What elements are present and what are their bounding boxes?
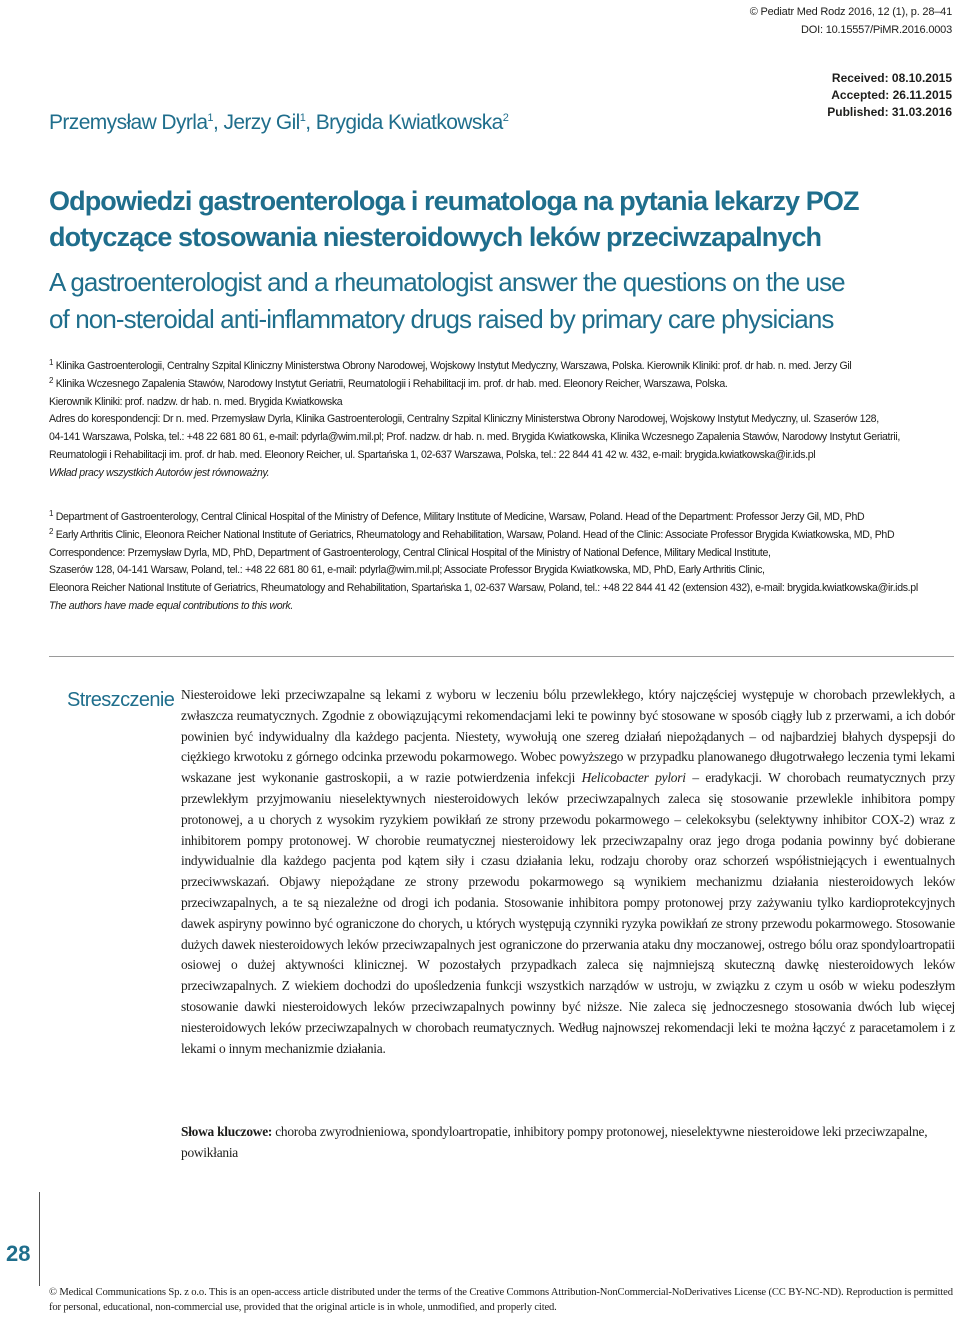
title-polish-line: Odpowiedzi gastroenterologa i reumatologa na pytania lekarzy POZ [49,186,859,216]
author-name: Jerzy Gil [223,111,300,134]
published-date: Published: 31.03.2016 [827,105,952,119]
keywords-label: Słowa kluczowe: [181,1124,273,1139]
author-list: Przemysław Dyrla$^1$, Jerzy Gil$^1$, Brygida Kwiatkowska$^2$ [49,111,509,134]
keywords [181,1122,955,1164]
correspondence-line: 04-141 Warszawa, Polska, tel.: +48 22 681 80 61, e-mail: pdyrla@wim.mil.pl; Prof. nadzw. dr hab. n. med. Brygida Kwiatkowska, Klinika Wczesnego Zapalenia Stawów, Narodowy Instytut Geriatrii, [49,431,900,444]
affiliations-english [49,509,954,616]
page-number: 28 [6,1241,31,1266]
title-polish-line: dotyczące stosowania niesteroidowych leków przeciwzapalnych [49,222,822,252]
title-english [49,264,939,338]
license-footer: © Medical Communications Sp. z o.o. This is an open-access article distributed under the terms of the Creative Commons Attribution-NonCommercial-NoDerivatives License (CC BY-NC-ND). Reproduction is permitted for personal, educational, non-commercial use, provided that the original article is in whole, unmodified, and properly cited. [49,1287,953,1313]
page-number-rule [39,1192,40,1286]
contribution-note: The authors have made equal contributions to this work. [49,599,293,612]
correspondence-line: Szaserów 128, 04-141 Warsaw, Poland, tel.: +48 22 681 80 61, e-mail: pdyrla@wim.mil.pl; Associate Professor Brygida Kwiatkowska, MD, PhD, Early Arthritis Clinic, [49,564,765,577]
doi: DOI: 10.15557/PiMR.2016.0003 [801,24,952,36]
accepted-date: Accepted: 26.11.2015 [831,88,952,102]
abstract-text: Niesteroidowe leki przeciwzapalne są lekami z wyboru w leczeniu bólu przewlekłego, który najczęściej występuje w chorobach przewlekłych, a zwłaszcza reumatycznych. Zgodnie z obowiązującymi rekomendacjami leki te powinny być stosowane w sposób ciągły lub z przerwami, a ich dobór powinien być indywidualny dla każdego pacjenta. Niestety, wywołują one szereg działań niepożądanych – od najbardziej błahych dyspepsji do ciężkiego krwotoku z górnego odcinka przewodu pokarmowego. Wobec powyższego w przypadku planowanego długotrwałego leczenia tymi lekami wskazane jest wykonanie gastroskopii, a w razie potwierdzenia infekcji [181,687,955,786]
correspondence-line: Reumatologii i Rehabilitacji im. prof. dr hab. med. Eleonory Reicher, ul. Spartańska 1, 02-637 Warszawa, Polska, tel.: 22 844 41 42 w. 432, e-mail: brygida.kwiatkowska@ir.ids.pl [49,448,816,461]
affiliation-mark: 2 [49,526,54,536]
species-name: Helicobacter pylori [581,770,686,786]
article-dates [827,70,952,121]
title-polish [49,183,939,255]
affiliation-mark: 2 [49,375,54,385]
author-name: Przemysław Dyrla [49,111,208,134]
author-affiliation-mark: 1 [207,112,213,124]
correspondence-line: Eleonora Reicher National Institute of Geriatrics, Rheumatology and Rehabilitation, Spartańska 1, 02-637 Warsaw, Poland, tel.: +48 22 844 41 42 (extension 432), e-mail: brygida.kwiatkowska@ir.ids.pl [49,582,918,595]
title-english-line: of non-steroidal anti-inflammatory drugs raised by primary care physicians [49,304,834,334]
abstract-body [181,685,955,1059]
affiliation-line [49,527,954,545]
author-affiliation-mark: 1 [299,112,306,124]
abstract-text: – eradykacji. W chorobach reumatycznych przy przewlekłym przyjmowaniu nieselektywnych niesteroidowych leków przeciwzapalnych zaleca się stosowanie przewlekle inhibitora pompy protonowej, a u chorych z wysokim ryzykiem powikłań ze strony przewodu pokarmowego – celekoksybu (selektywny inhibitor COX-2) wraz z inhibitorem pompy protonowej. W chorobie reumatycznej niesteroidowy lek przeciwzapalny oraz jego droga podania powinny być dobierane indywidualnie dla każdego pacjenta pod kątem siły i czasu działania leku, rodzaju choroby oraz schorzeń współistniejących i ewentualnych przeciwwskazań. Objawy niepożądane ze strony przewodu pokarmowego są wynikiem mechanizmu działania niesteroidowych leków przeciwzapalnych, a te są niezależne od drogi ich podania. Stosowanie inhibitora pompy protonowej przy zażywaniu tylko kardioprotekcyjnych dawek aspiryny powinno być ograniczone do chorych, u których występują czynniki ryzyka powikłań ze strony przewodu pokarmowego. Stosowanie dużych dawek niesteroidowych leków przeciwzapalnych jest ograniczone do przerwania ataku dny moczanowej, ostrego bólu oraz spondyloartropatii osiowej o dużej aktywności klinicznej. W pozostałych przypadkach zaleca się najmniejszą skuteczną dawkę niesteroidowych leków przeciwzapalnych. Z wiekiem dochodzi do upośledzenia funkcji wszystkich narządów w ustroju, w związku z czym u osób w wieku podeszłym stosowanie dawki niesteroidowych leków przeciwzapalnych powinny być niższe. Nie zaleca się jednoczesnego stosowania dwóch lub więcej niesteroidowych leków przeciwzapalnych w chorobach reumatycznych. Według najnowszej rekomendacji leki te można łączyć z paracetamolem i z lekami o innym mechanizmie działania. [181,770,955,1056]
affiliation-text: Klinika Wczesnego Zapalenia Stawów, Narodowy Instytut Geriatrii, Reumatologii i Rehabilitacji im. prof. dr hab. med. Eleonory Reicher, Warszawa, Polska. [55,377,728,390]
affiliation-text: Department of Gastroenterology, Central Clinical Hospital of the Ministry of Defence, Military Institute of Medicine, Warsaw, Poland. Head of the Department: Professor Jerzy Gil, MD, PhD [55,511,865,523]
journal-citation: © Pediatr Med Rodz 2016, 12 (1), p. 28–41 [749,6,952,18]
affiliation-line: Kierownik Kliniki: prof. nadzw. dr hab. n. med. Brygida Kwiatkowska [49,395,343,408]
contribution-note: Wkład pracy wszystkich Autorów jest równoważny. [49,466,270,479]
correspondence-line: Correspondence: Przemysław Dyrla, MD, PhD, Department of Gastroenterology, Central Clinical Hospital of the Ministry of National Defence, Military Medical Institute, [49,546,771,559]
affiliation-text: Klinika Gastroenterologii, Centralny Szpital Kliniczny Ministerstwa Obrony Narodowej, Wojskowy Instytut Medyczny, Warszawa, Polska. Kierownik Kliniki: prof. dr hab. n. med. Jerzy Gil [55,360,852,372]
affiliation-line [49,509,954,527]
affiliation-line [49,376,954,394]
affiliations-polish [49,358,954,483]
abstract-label: Streszczenie [67,689,175,711]
correspondence-line: Adres do korespondencji: Dr n. med. Przemysław Dyrla, Klinika Gastroenterologii, Centralny Szpital Kliniczny Ministerstwa Obrony Narodowej, Wojskowy Instytut Medyczny, ul. Szaserów 128, [49,413,879,426]
affiliation-mark: 1 [49,358,54,367]
title-english-line: A gastroenterologist and a rheumatologist answer the questions on the use [49,267,845,297]
affiliation-text: Early Arthritis Clinic, Eleonora Reicher National Institute of Geriatrics, Rheumatology and Rehabilitation, Warsaw, Poland. Head of the Clinic: Associate Professor Brygida Kwiatkowska, MD, PhD [55,528,895,541]
affiliation-mark: 1 [49,509,54,518]
abstract-paragraph [181,685,955,1059]
journal-header [750,3,952,39]
keywords-text: choroba zwyrodnieniowa, spondyloartropatie, inhibitory pompy protonowej, nieselektywne niesteroidowe leki przeciwzapalne, powikłania [181,1124,928,1160]
received-date: Received: 08.10.2015 [831,71,952,85]
section-divider [49,656,954,657]
author-affiliation-mark: 2 [502,112,509,124]
affiliation-line [49,358,954,376]
author-name: Brygida Kwiatkowska [315,111,503,134]
